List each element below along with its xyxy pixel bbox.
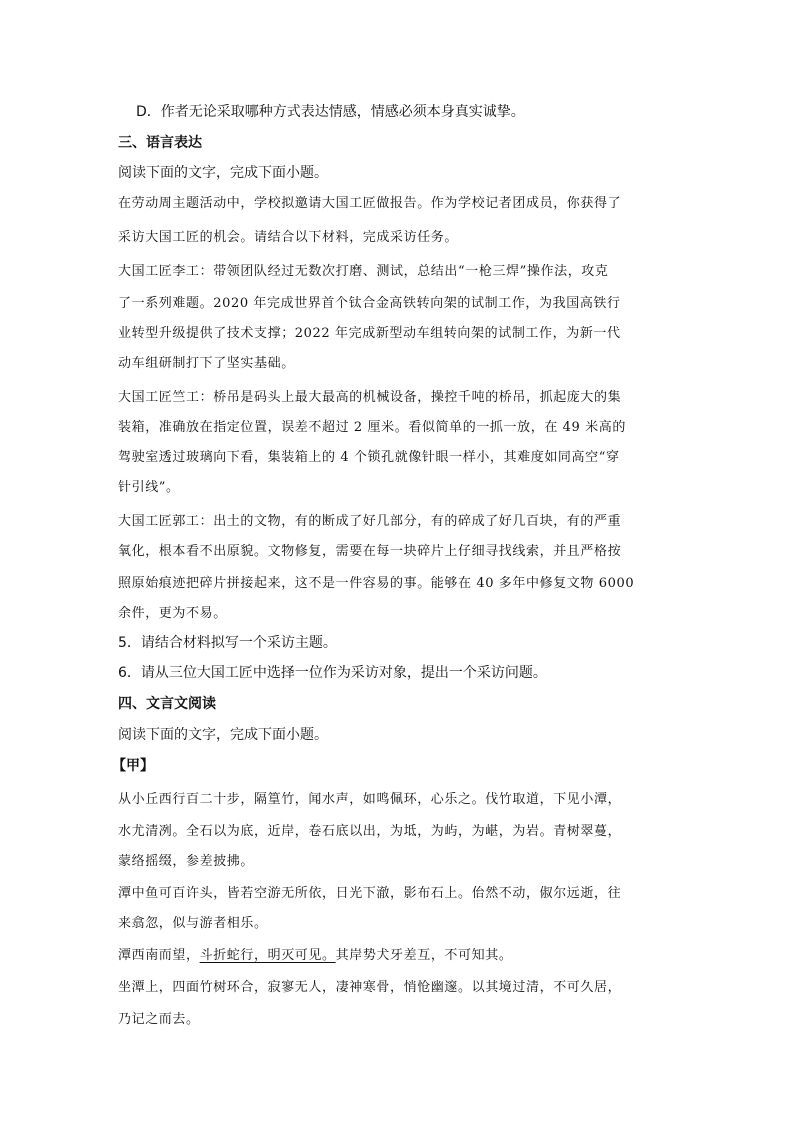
zhu-material-line: 大国工匠竺工：桥吊是码头上最大最高的机械设备，操控千吨的桥吊，抓起庞大的集 — [118, 390, 622, 405]
section3-title: 三、语言表达 — [118, 135, 202, 151]
intro-line: 采访大国工匠的机会。请结合以下材料，完成采访任务。 — [118, 230, 459, 245]
zhu-material-line: 针引线”。 — [118, 480, 180, 495]
li-material-line: 了一系列难题。2020 年完成世界首个钛合金高铁转向架的试制工作，为我国高铁行 — [118, 296, 621, 311]
classical-line: 蒙络摇缀，参差披拂。 — [118, 854, 255, 869]
option-d: D．作者无论采取哪种方式表达情感，情感必须本身真实诚挚。 — [136, 104, 525, 120]
guo-material-line: 余件，更为不易。 — [118, 606, 227, 621]
underlined-sentence: 斗折蛇行，明灭可见。 — [199, 948, 336, 963]
guo-material-line: 照原始痕迹把碎片拼接起来，这不是一件容易的事。能够在 40 多年中修复文物 6000 — [118, 576, 635, 591]
classical-line-underlined — [118, 946, 678, 966]
classical-line: 坐潭上，四面竹树环合，寂寥无人，凄神寒骨，悄怆幽邃。以其境过清，不可久居， — [118, 980, 622, 995]
classical-line: 从小丘西行百二十步，隔篁竹，闻水声，如鸣佩环，心乐之。伐竹取道，下见小潭， — [118, 792, 622, 807]
guo-material-line: 大国工匠郭工：出土的文物，有的断成了好几部分，有的碎成了好几百块，有的严重 — [118, 514, 622, 529]
passage-jia-label: 【甲】 — [112, 758, 154, 774]
section4-instruction: 阅读下面的文字，完成下面小题。 — [118, 727, 328, 743]
guo-material-line: 氧化，根本看不出原貌。文物修复，需要在每一块碎片上仔细寻找线索，并且严格按 — [118, 544, 622, 559]
question-5: 5．请结合材料拟写一个采访主题。 — [118, 635, 337, 651]
li-material-line: 业转型升级提供了技术支撑；2022 年完成新型动车组转向架的试制工作，为新一代 — [118, 326, 621, 341]
zhu-material-line: 驾驶室透过玻璃向下看，集装箱上的 4 个锁孔就像针眼一样小，其难度如同高空“穿 — [118, 450, 620, 465]
intro-line: 在劳动周主题活动中，学校拟邀请大国工匠做报告。作为学校记者团成员，你获得了 — [118, 196, 622, 211]
classical-line: 来翕忽，似与游者相乐。 — [118, 916, 268, 931]
question-6: 6．请从三位大国工匠中选择一位作为采访对象，提出一个采访问题。 — [118, 665, 547, 681]
section3-instruction: 阅读下面的文字，完成下面小题。 — [118, 165, 328, 181]
classical-line: 潭中鱼可百许头，皆若空游无所依，日光下澈，影布石上。佁然不动，俶尔远逝，往 — [118, 886, 622, 901]
p3-post: 其岸势犬牙差互，不可知其。 — [335, 948, 513, 963]
zhu-material-line: 装箱，准确放在指定位置，误差不超过 2 厘米。看似简单的一抓一放，在 49 米高的 — [118, 420, 626, 435]
classical-line: 水尤清冽。全石以为底，近岸，卷石底以出，为坻，为屿，为嵁，为岩。青树翠蔓， — [118, 824, 622, 839]
section4-title: 四、文言文阅读 — [118, 696, 216, 712]
p3-pre: 潭西南而望， — [118, 948, 200, 963]
li-material-line: 动车组研制打下了坚实基础。 — [118, 356, 295, 371]
li-material-line: 大国工匠李工：带领团队经过无数次打磨、测试，总结出“一枪三焊”操作法，攻克 — [118, 264, 609, 279]
classical-line: 乃记之而去。 — [118, 1012, 200, 1027]
